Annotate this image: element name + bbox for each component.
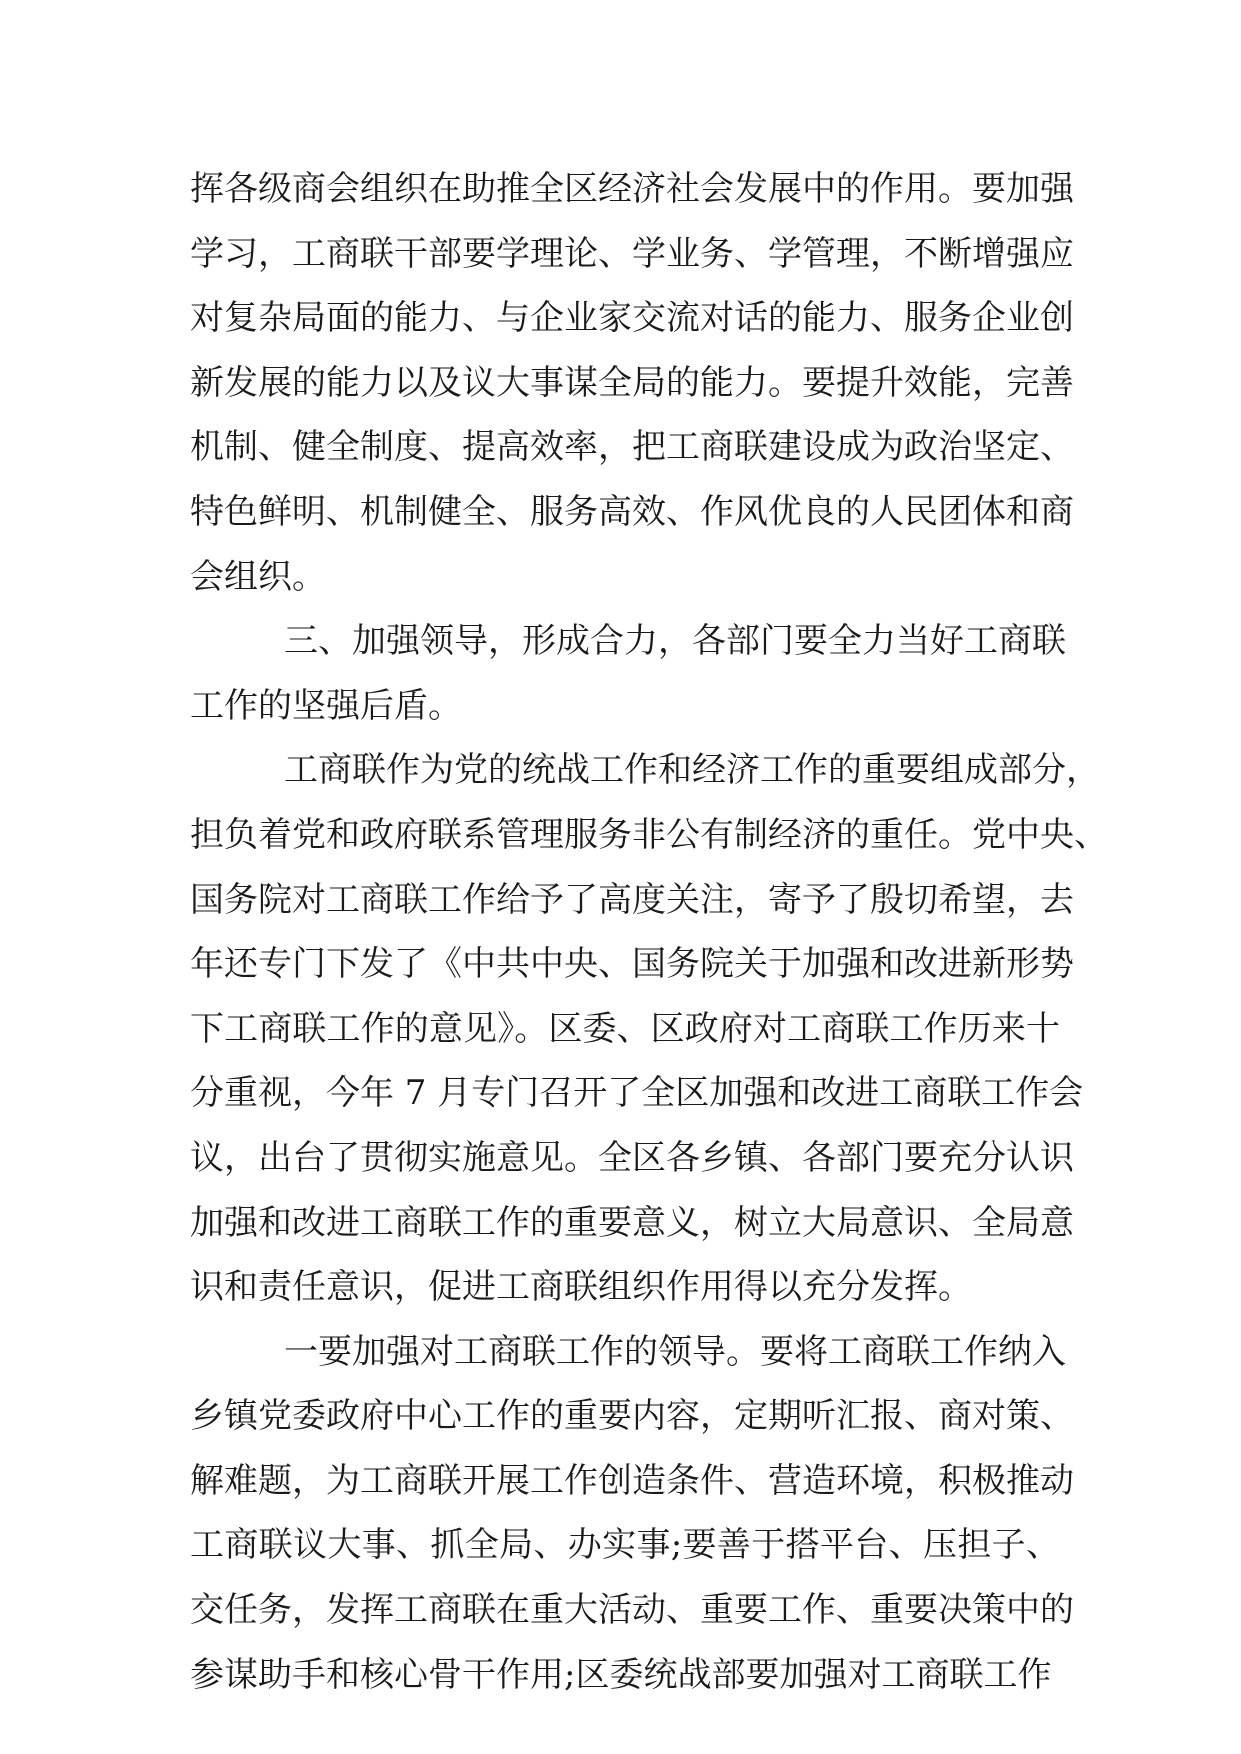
text-line: 解难题，为工商联开展工作创造条件、营造环境，积极推动 xyxy=(190,1460,1074,1501)
text-line: 工商联作为党的统战工作和经济工作的重要组成部分， xyxy=(284,750,1100,791)
paragraph-4 xyxy=(190,1320,1074,1708)
text-line: 担负着党和政府联系管理服务非公有制经济的重任。党中央、 xyxy=(190,814,1108,855)
text-line: 乡镇党委政府中心工作的重要内容，定期听汇报、商对策、 xyxy=(190,1396,1074,1437)
text-line: 分重视，今年 7 月专门召开了全区加强和改进工商联工作会 xyxy=(190,1073,1084,1114)
text-line: 国务院对工商联工作给予了高度关注，寄予了殷切希望，去 xyxy=(190,879,1074,920)
text-line: 会组织。 xyxy=(190,556,326,597)
text-line: 交任务，发挥工商联在重大活动、重要工作、重要决策中的 xyxy=(190,1590,1074,1631)
text-line: 工作的坚强后盾。 xyxy=(190,685,462,726)
text-line: 三、加强领导，形成合力，各部门要全力当好工商联 xyxy=(284,621,1066,662)
paragraph-1 xyxy=(190,157,1074,609)
text-line: 年还专门下发了《中共中央、国务院关于加强和改进新形势 xyxy=(190,944,1074,985)
paragraph-3 xyxy=(190,738,1108,1319)
text-line: 对复杂局面的能力、与企业家交流对话的能力、服务企业创 xyxy=(190,298,1074,339)
text-line: 挥各级商会组织在助推全区经济社会发展中的作用。要加强 xyxy=(190,169,1074,209)
text-line: 识和责任意识，促进工商联组织作用得以充分发挥。 xyxy=(190,1267,972,1308)
text-line: 机制、健全制度、提高效率，把工商联建设成为政治坚定、 xyxy=(190,427,1074,468)
text-line: 下工商联工作的意见》。区委、区政府对工商联工作历来十 xyxy=(190,1008,1060,1049)
text-line: 一要加强对工商联工作的领导。要将工商联工作纳入 xyxy=(284,1331,1066,1372)
text-line: 工商联议大事、抓全局、办实事;要善于搭平台、压担子、 xyxy=(190,1525,1061,1566)
text-line: 学习，工商联干部要学理论、学业务、学管理，不断增强应 xyxy=(190,233,1074,274)
text-line: 议，出台了贯彻实施意见。全区各乡镇、各部门要充分认识 xyxy=(190,1137,1074,1178)
document-body xyxy=(190,157,1108,1707)
text-line: 特色鲜明、机制健全、服务高效、作风优良的人民团体和商 xyxy=(190,491,1074,532)
text-line: 新发展的能力以及议大事谋全局的能力。要提升效能，完善 xyxy=(190,362,1074,403)
text-line: 加强和改进工商联工作的重要意义，树立大局意识、全局意 xyxy=(190,1202,1074,1243)
section-heading-paragraph xyxy=(190,609,1066,738)
text-line: 参谋助手和核心骨干作用;区委统战部要加强对工商联工作 xyxy=(190,1654,1052,1695)
